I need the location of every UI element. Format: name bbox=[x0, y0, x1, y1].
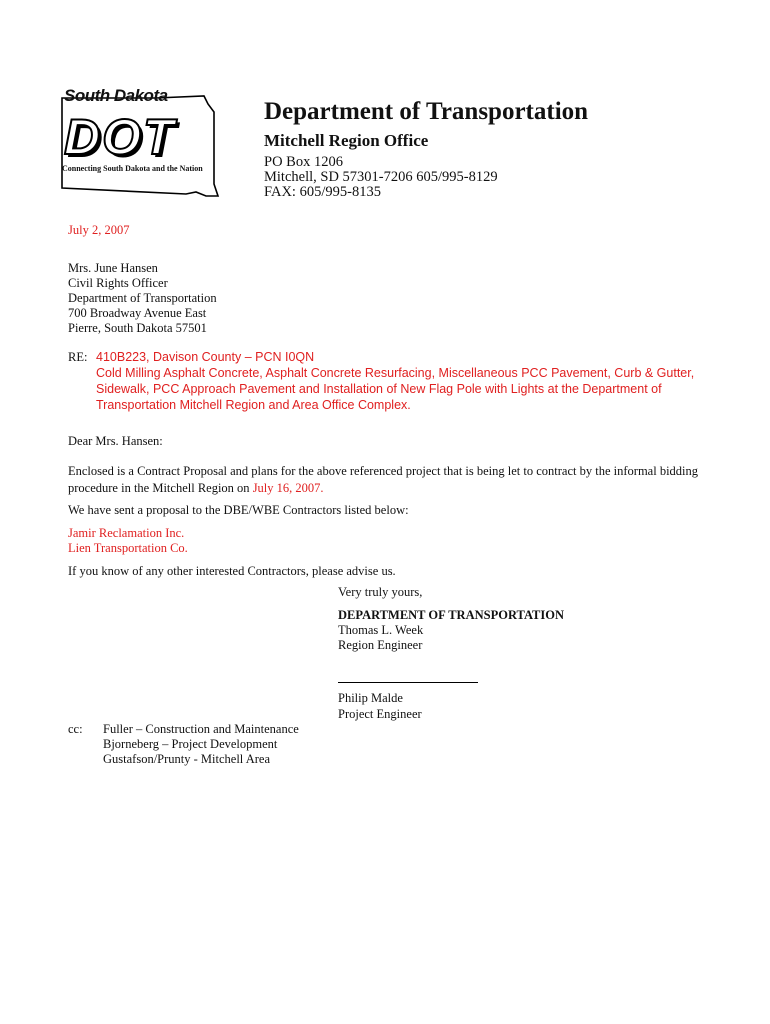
re-line: Transportation Mitchell Region and Area Office Complex. bbox=[96, 398, 411, 412]
address-line: FAX: 605/995-8135 bbox=[264, 184, 381, 200]
logo-tagline: Connecting South Dakota and the Nation bbox=[62, 164, 203, 173]
valediction: Very truly yours, bbox=[338, 585, 423, 599]
recipient-line: Department of Transportation bbox=[68, 291, 217, 305]
cc-list bbox=[103, 722, 299, 767]
letting-date: July 16, 2007. bbox=[252, 481, 324, 495]
recipient-line: Pierre, South Dakota 57501 bbox=[68, 321, 207, 335]
signer-name: Philip Malde bbox=[338, 691, 403, 705]
contractor-item: Lien Transportation Co. bbox=[68, 541, 188, 555]
signer-title: Region Engineer bbox=[338, 638, 423, 652]
recipient-line: Mrs. June Hansen bbox=[68, 261, 158, 275]
re-line: Sidewalk, PCC Approach Pavement and Installation of New Flag Pole with Lights at the Department of bbox=[96, 382, 662, 396]
sd-dot-logo bbox=[56, 84, 222, 204]
address-line: Mitchell, SD 57301-7206 605/995-8129 bbox=[264, 169, 498, 185]
contractor-list bbox=[68, 526, 188, 556]
signature-line bbox=[338, 682, 478, 683]
logo-mark: DOT bbox=[64, 109, 176, 165]
re-label: RE: bbox=[68, 350, 88, 364]
body-paragraph-1 bbox=[68, 463, 718, 497]
logo-brand: South Dakota bbox=[64, 86, 168, 105]
re-block bbox=[96, 349, 694, 413]
body-paragraph-2: We have sent a proposal to the DBE/WBE Contractors listed below: bbox=[68, 503, 409, 517]
letterhead-office: Mitchell Region Office bbox=[264, 131, 429, 150]
re-line: 410B223, Davison County – PCN I0QN bbox=[96, 350, 315, 364]
body-text: Enclosed is a Contract Proposal and plans for the above referenced project that is being let to contract by the informal bidding procedure in the Mitchell Region on bbox=[68, 464, 699, 495]
cc-item: Fuller – Construction and Maintenance bbox=[103, 722, 299, 736]
letterhead-title: Department of Transportation bbox=[264, 98, 589, 125]
recipient-line: 700 Broadway Avenue East bbox=[68, 306, 207, 320]
letter-date: July 2, 2007 bbox=[68, 223, 130, 237]
signer-name: Thomas L. Week bbox=[338, 623, 424, 637]
cc-item: Bjorneberg – Project Development bbox=[103, 737, 278, 751]
body-paragraph-3: If you know of any other interested Contractors, please advise us. bbox=[68, 564, 396, 578]
salutation: Dear Mrs. Hansen: bbox=[68, 434, 163, 448]
recipient-line: Civil Rights Officer bbox=[68, 276, 168, 290]
cc-item: Gustafson/Prunty - Mitchell Area bbox=[103, 752, 270, 766]
signature-org: DEPARTMENT OF TRANSPORTATION bbox=[338, 608, 564, 622]
recipient-block bbox=[68, 261, 217, 336]
address-line: PO Box 1206 bbox=[264, 154, 343, 170]
re-line: Cold Milling Asphalt Concrete, Asphalt Concrete Resurfacing, Miscellaneous PCC Pavement, Curb & Gutter, bbox=[96, 366, 695, 380]
contractor-item: Jamir Reclamation Inc. bbox=[68, 526, 185, 540]
signer-title: Project Engineer bbox=[338, 707, 422, 721]
cc-label: cc: bbox=[68, 722, 83, 736]
